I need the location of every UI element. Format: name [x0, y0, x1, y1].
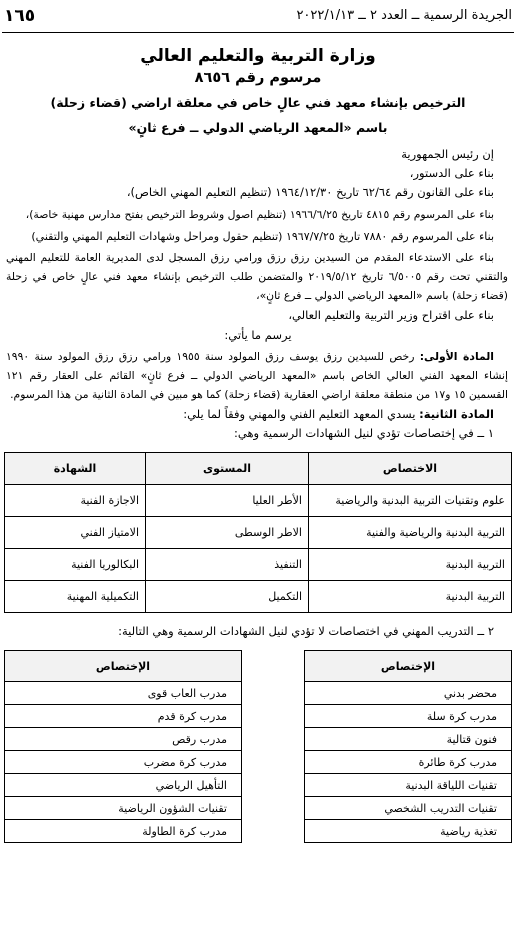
table-row	[5, 728, 242, 751]
table-cell: مدرب العاب قوى	[5, 682, 242, 705]
table-row	[305, 774, 512, 797]
article-2-label: المادة الثانية:	[419, 407, 494, 421]
preamble-president: إن رئيس الجمهورية	[401, 147, 494, 161]
page-header	[4, 6, 512, 32]
table-cell: تقنيات التدريب الشخصي	[305, 797, 512, 820]
table-cell: مدرب كرة مضرب	[5, 751, 242, 774]
table-cell: مدرب كرة سلة	[305, 705, 512, 728]
training-table-left	[4, 650, 242, 843]
table-row	[5, 682, 242, 705]
table-row	[5, 774, 242, 797]
preamble-proposal: بناء على اقتراح وزير التربية والتعليم العالي،	[288, 308, 494, 322]
table-header-row	[5, 651, 242, 682]
decrees-line: يرسم ما يأتي:	[224, 328, 292, 342]
table-row	[5, 485, 512, 517]
table-cell: التكميل	[146, 581, 309, 613]
header-rule	[2, 32, 514, 33]
table-cell: مدرب كرة الطاولة	[5, 820, 242, 843]
preamble-application: بناء على الاستدعاء المقدم من السيدين رزق رزق ورامي رزق المسجل لدى المديرية العامة للتعليم المهني والتقني تحت رقم ٦/٥٠٠٥ تاريخ ٢٠١٩/٥/١٢ والمتضمن طلب الترخيص بإنشاء معهد فني عالٍ خاص في زحلة (قضاء زحلة) باسم «المعهد الرياضي الدولي ــ فرع ثانٍ»،	[6, 251, 508, 302]
table-cell: الاجازة الفنية	[5, 485, 146, 517]
section-2-intro: ٢ ــ التدريب المهني في اختصاصات لا تؤدي لنيل الشهادات الرسمية وهي التالية:	[118, 624, 494, 638]
article-2	[6, 405, 494, 424]
table-row	[305, 820, 512, 843]
table-cell: التنفيذ	[146, 549, 309, 581]
training-table-right	[304, 650, 512, 843]
article-1-label: المادة الأولى:	[419, 350, 494, 363]
table-row	[5, 517, 512, 549]
ministry-title: وزارة التربية والتعليم العالي	[140, 46, 376, 66]
table-row	[305, 728, 512, 751]
table-cell: الاطر الوسطى	[146, 517, 309, 549]
table-cell: التكميلية المهنية	[5, 581, 146, 613]
table-row	[5, 581, 512, 613]
article-1-text: رخص للسيدين رزق يوسف رزق المولود سنة ١٩٥٥ ورامي رزق رزق المولود سنة ١٩٩٠ إنشاء المعهد الفني العالي الخاص باسم «المعهد الرياضي الدولي ــ فرع ثانٍ» القائم على العقار رقم ١٢١ القسمين ١٥ و١٧ من منطقة معلقة اراضي العقارية (قضاء زحلة) كما هو مبين في المادة الثانية من هذا المرسوم.	[6, 350, 508, 401]
article-2-text: يسدي المعهد التعليم الفني والمهني وفقاً لما يلي:	[183, 407, 420, 421]
section-1-intro: ١ ــ في إختصاصات تؤدي لنيل الشهادات الرسمية وهي:	[234, 426, 494, 440]
table-header-row	[305, 651, 512, 682]
table-row	[5, 549, 512, 581]
table-row	[5, 705, 242, 728]
table-cell: مدرب كرة طائرة	[305, 751, 512, 774]
table-cell: محضر بدني	[305, 682, 512, 705]
table-cell: التربية البدنية	[309, 581, 512, 613]
table-cell: تقنيات الشؤون الرياضية	[5, 797, 242, 820]
certificates-table	[4, 452, 512, 613]
table-cell: التربية البدنية والرياضية والفنية	[309, 517, 512, 549]
table-cell: تغذية رياضية	[305, 820, 512, 843]
table-cell: البكالوريا الفنية	[5, 549, 146, 581]
table-cell: التربية البدنية	[309, 549, 512, 581]
journal-issue-line: الجريدة الرسمية ــ العدد ٢ ــ ٢٠٢٢/١/١٣	[296, 8, 512, 23]
column-header-specialization: الإختصاص	[5, 651, 242, 682]
table-cell: فنون قتالية	[305, 728, 512, 751]
table-row	[305, 797, 512, 820]
table-row	[5, 751, 242, 774]
table-row	[305, 682, 512, 705]
table-cell: الأطر العليا	[146, 485, 309, 517]
table-cell: تقنيات اللياقة البدنية	[305, 774, 512, 797]
table-header-row	[5, 453, 512, 485]
column-header-level: المستوى	[146, 453, 309, 485]
table-cell: علوم وتقنيات التربية البدنية والرياضية	[309, 485, 512, 517]
column-header-specialization: الإختصاص	[305, 651, 512, 682]
decree-subject-line-1: الترخيص بإنشاء معهد فني عالٍ خاص في معلقة اراضي (قضاء زحلة)	[50, 95, 466, 110]
column-header-certificate: الشهادة	[5, 453, 146, 485]
preamble-decree-4815: بناء على المرسوم رقم ٤٨١٥ تاريخ ١٩٦٦/٦/٢٥ (تنظيم اصول وشروط الترخيص بفتح مدارس مهنية خاصة)،	[25, 208, 494, 221]
decree-subject-line-2: باسم «المعهد الرياضي الدولي ــ فرع ثانٍ»	[128, 120, 388, 135]
article-1	[6, 347, 508, 404]
table-cell: التأهيل الرياضي	[5, 774, 242, 797]
table-cell: مدرب كرة قدم	[5, 705, 242, 728]
table-cell: الامتياز الفني	[5, 517, 146, 549]
table-row	[5, 797, 242, 820]
preamble-law: بناء على القانون رقم ٦٢/٦٤ تاريخ ١٩٦٤/١٢/٣٠ (تنظيم التعليم المهني الخاص)،	[126, 185, 494, 199]
table-row	[305, 705, 512, 728]
table-cell: مدرب رقص	[5, 728, 242, 751]
page-number: ١٦٥	[4, 6, 36, 26]
table-row	[305, 751, 512, 774]
preamble-constitution: بناء على الدستور،	[409, 166, 494, 180]
preamble-decree-7880: بناء على المرسوم رقم ٧٨٨٠ تاريخ ١٩٦٧/٧/٢٥ (تنظيم حقول ومراحل وشهادات التعليم المهني والتقني)	[31, 230, 494, 243]
table-row	[5, 820, 242, 843]
decree-title: مرسوم رقم ٨٦٥٦	[194, 70, 322, 86]
column-header-specialization: الاختصاص	[309, 453, 512, 485]
